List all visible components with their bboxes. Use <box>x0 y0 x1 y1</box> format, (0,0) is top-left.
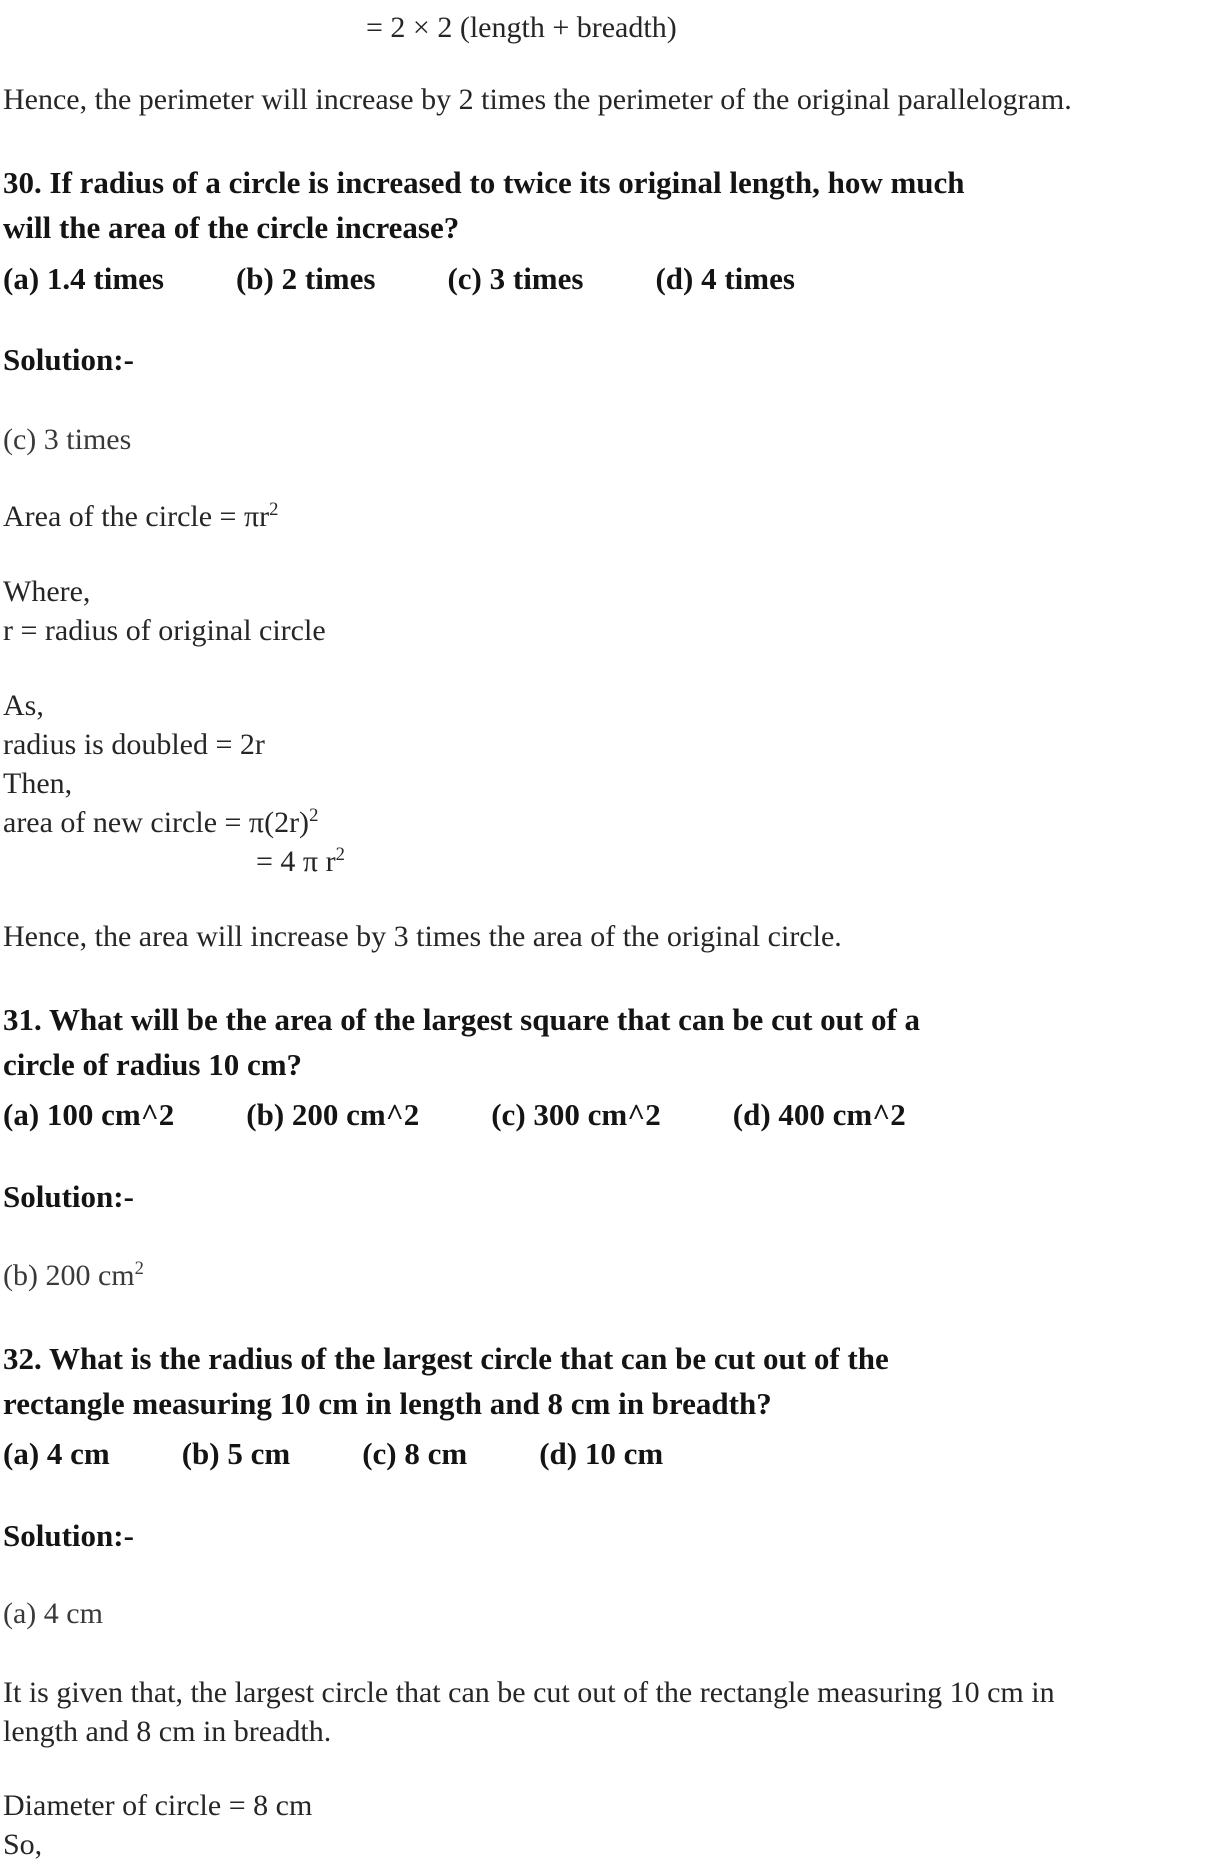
question-30-line-1: 30. If radius of a circle is increased to twice its original length, how much <box>3 165 965 200</box>
answer-line: (a) 4 cm <box>3 1597 103 1630</box>
answer-line: (b) 200 $cm^2$ <box>3 1258 144 1292</box>
diameter-line: Diameter of circle = 8 cm <box>3 1789 313 1822</box>
superscript: 2 <box>335 844 345 865</box>
diameter-block <box>3 1786 1198 1864</box>
solution-heading: Solution:- <box>3 1179 134 1214</box>
superscript: 2 <box>134 1258 144 1279</box>
as-label: As, <box>3 689 44 722</box>
option-b: (b) 200 cm^2 <box>246 1097 420 1132</box>
given-line-2: length and 8 cm in breadth. <box>3 1715 332 1748</box>
new-area-line: area of new circle = $\pi(2r)^2$ <box>3 805 319 839</box>
question-30 <box>3 160 1198 956</box>
radius-doubled-line: radius is doubled = 2r <box>3 728 265 761</box>
derivation-block <box>3 686 1198 881</box>
solution-heading: Solution:- <box>3 342 134 377</box>
option-d: (d) 4 times <box>655 261 795 296</box>
where-definition: r = radius of original circle <box>3 614 326 647</box>
option-b: (b) 5 cm <box>181 1436 291 1471</box>
equation-line: = 2 × 2 (length + breadth) <box>366 11 677 44</box>
option-a: (a) 4 cm <box>3 1436 110 1471</box>
question-32-line-2: rectangle measuring 10 cm in length and 8 cm in breadth? <box>3 1386 772 1421</box>
option-d: (d) 10 cm <box>539 1436 664 1471</box>
area-conclusion: Hence, the area will increase by 3 times the area of the original circle. <box>3 920 842 953</box>
answer-line: (c) 3 times <box>3 423 132 456</box>
superscript: 2 <box>309 805 319 826</box>
formula-line: Area of the circle = $\pi r^2$ <box>3 499 279 533</box>
option-c: (c) 300 cm^2 <box>491 1097 661 1132</box>
option-b: (b) 2 times <box>235 261 376 296</box>
option-a: (a) 100 cm^2 <box>3 1097 175 1132</box>
given-line-1: It is given that, the largest circle that can be cut out of the rectangle measuring 10 cm in <box>3 1676 1055 1709</box>
document-page <box>0 8 1206 1861</box>
result-line: = 4 π $r^2$ <box>256 844 345 878</box>
superscript: 2 <box>269 499 279 520</box>
question-32-options <box>3 1434 1198 1473</box>
option-d: (d) 400 cm^2 <box>732 1097 906 1132</box>
where-block <box>3 572 1198 650</box>
then-label: Then, <box>3 767 73 800</box>
given-block <box>3 1673 1198 1751</box>
question-32 <box>3 1336 1198 1864</box>
question-31-line-2: circle of radius 10 cm? <box>3 1047 303 1082</box>
question-31-options <box>3 1095 1198 1134</box>
question-32-line-1: 32. What is the radius of the largest circle that can be cut out of the <box>3 1341 889 1376</box>
option-c: (c) 8 cm <box>362 1436 468 1471</box>
where-label: Where, <box>3 575 91 608</box>
question-31-line-1: 31. What will be the area of the largest square that can be cut out of a <box>3 1002 921 1037</box>
question-30-line-2: will the area of the circle increase? <box>3 210 460 245</box>
so-label: So, <box>3 1828 43 1861</box>
option-c: (c) 3 times <box>447 261 584 296</box>
option-a: (a) 1.4 times <box>3 261 164 296</box>
perimeter-conclusion: Hence, the perimeter will increase by 2 times the perimeter of the original parallelogram. <box>3 83 1072 116</box>
question-31 <box>3 997 1198 1295</box>
solution-heading: Solution:- <box>3 1518 134 1553</box>
question-30-options <box>3 259 1198 298</box>
